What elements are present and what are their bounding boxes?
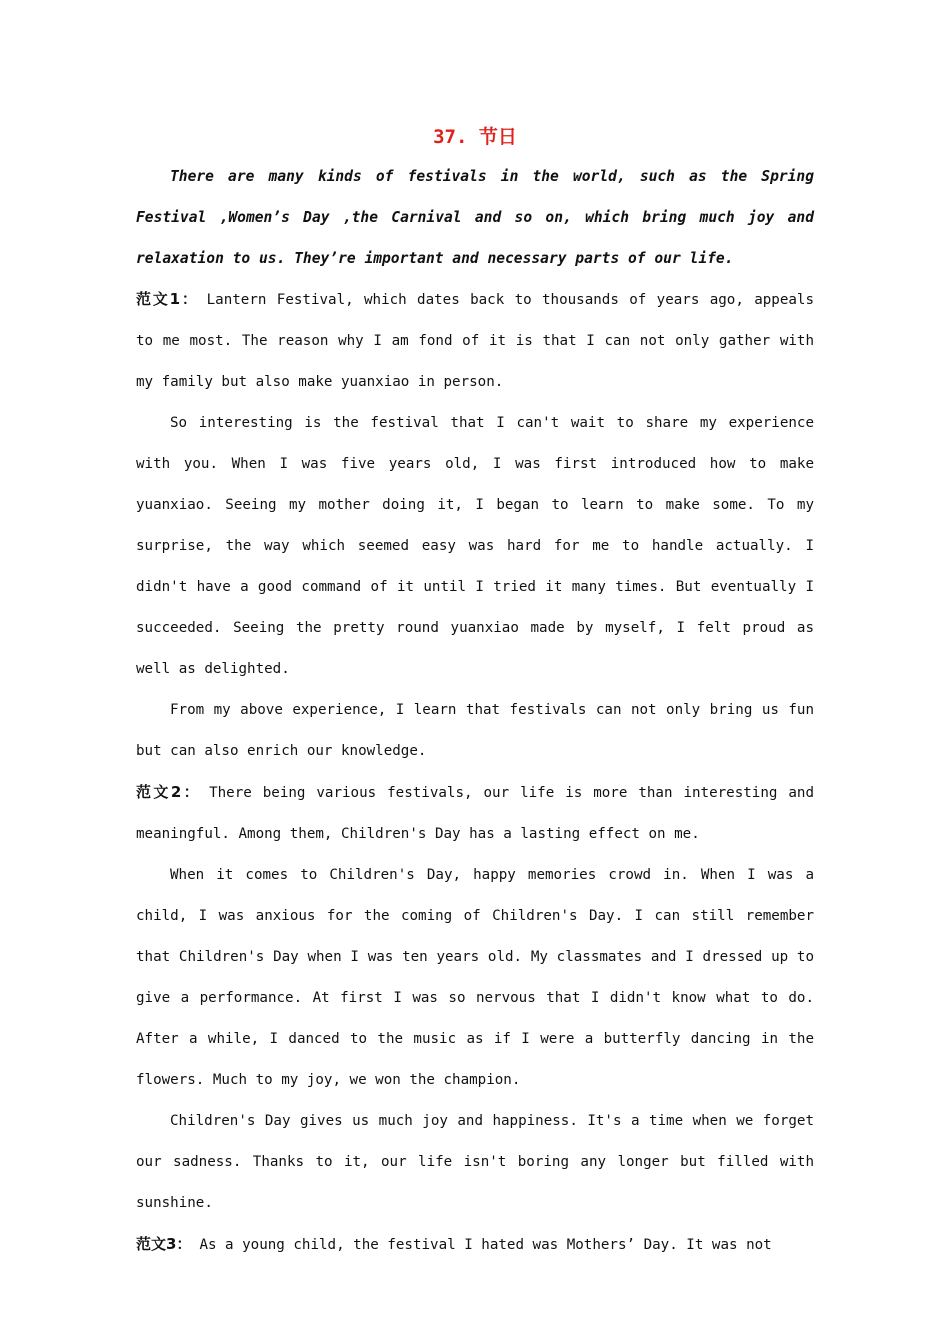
essay2-paragraph-1	[136, 772, 814, 855]
essay2-p1-text: There being various festivals, our life is more than interesting and meaningful. Among them, Children's Day has a lasting effect on me.	[136, 785, 814, 842]
essay3-p1-text: As a young child, the festival I hated was Mothers’ Day. It was not	[199, 1237, 772, 1253]
essay1-label: 范文1：	[136, 290, 199, 308]
essay1-paragraph-2: So interesting is the festival that I can't wait to share my experience with you. When I was five years old, I was first introduced how to make yuanxiao. Seeing my mother doing it, I began to learn to make some. To my surprise, the way which seemed easy was hard for me to handle actually. I didn't have a good command of it until I tried it many times. But eventually I succeeded. Seeing the pretty round yuanxiao made by myself, I felt proud as well as delighted.	[136, 415, 814, 677]
essay2-label: 范文2：	[136, 783, 202, 801]
essay1-p1-text: Lantern Festival, which dates back to thousands of years ago, appeals to me most. The reason why I am fond of it is that I can not only gather with my family but also make yuanxiao in person.	[136, 292, 815, 390]
essay2-paragraph-3: Children's Day gives us much joy and happiness. It's a time when we forget our sadness. Thanks to it, our life isn't boring any longer but filled with sunshine.	[136, 1113, 814, 1211]
essay3-paragraph-1	[136, 1224, 814, 1266]
essay2-paragraph-2: When it comes to Children's Day, happy memories crowd in. When I was a child, I was anxious for the coming of Children's Day. I can still remember that Children's Day when I was ten years old. My classmates and I dressed up to give a performance. At first I was so nervous that I didn't know what to do. After a while, I danced to the music as if I were a butterfly dancing in the flowers. Much to my joy, we won the champion.	[136, 867, 814, 1088]
essay1-paragraph-1	[136, 279, 814, 403]
essay1-paragraph-3: From my above experience, I learn that festivals can not only bring us fun but can also enrich our knowledge.	[136, 702, 814, 759]
essay3-label: 范文3：	[136, 1235, 192, 1253]
document-page	[136, 118, 814, 1266]
intro-paragraph: There are many kinds of festivals in the world, such as the Spring Festival ,Women’s Day ,the Carnival and so on, which bring much joy and relaxation to us. They’re important and necessary parts of our life.	[136, 168, 814, 267]
page-title: 37. 节日	[433, 126, 517, 148]
